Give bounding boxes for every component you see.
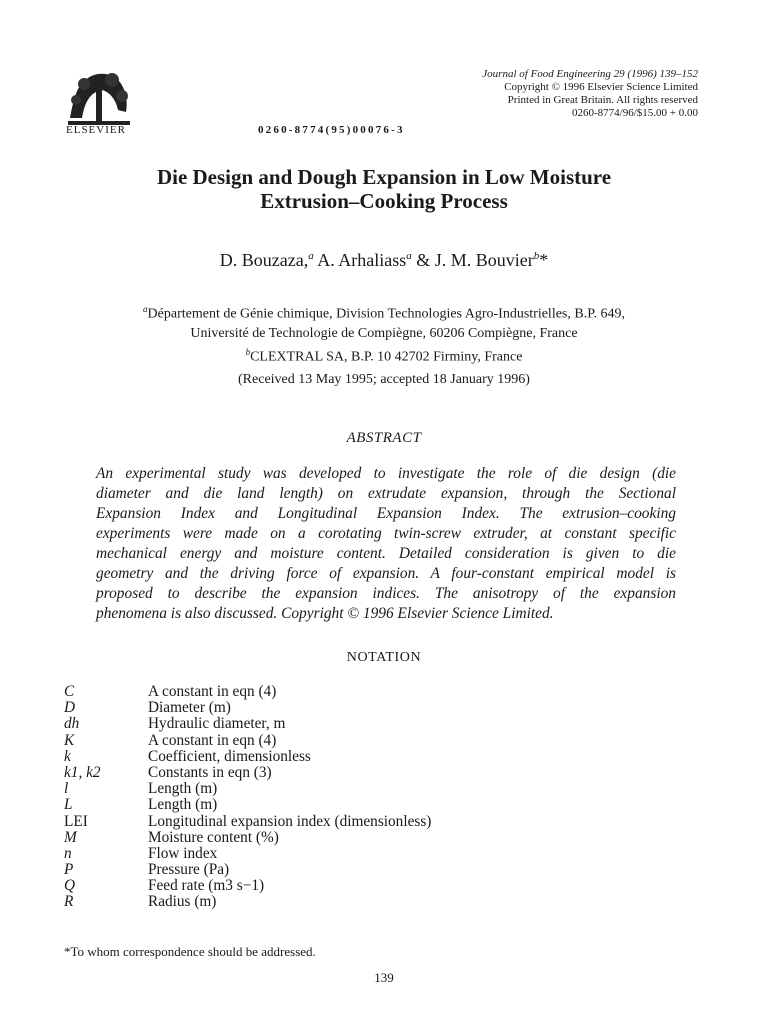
notation-symbol: R [64,893,74,911]
notation-symbol: K [64,731,75,749]
author-list [0,250,768,271]
notation-row [64,862,684,878]
notation-symbol: Q [64,877,76,895]
notation-definition: Constants in eqn (3) [148,763,272,781]
notation-definition: Coefficient, dimensionless [148,747,311,765]
notation-definition: Moisture content (%) [148,828,279,846]
notation-symbol: k1, k2 [64,763,101,781]
abstract-line: diameter and die land length) on extrudate expansion, through the Sectional [96,485,676,502]
affil-b-mark: b [245,346,251,357]
author-3: & J. M. Bouvier [411,250,534,270]
notation-symbol: dh [64,715,80,733]
notation-symbol: D [64,699,76,717]
author-1: D. Bouzaza, [219,250,309,270]
author-1-affil: a [308,250,314,262]
title-line-1: Die Design and Dough Expansion in Low Moisture [156,165,612,189]
notation-symbol: P [64,861,74,879]
title-line-2: Extrusion–Cooking Process [260,189,508,213]
notation-definition: Diameter (m) [148,699,231,717]
notation-definition: Pressure (Pa) [148,861,230,879]
affil-b-text: CLEXTRAL SA, B.P. 10 42702 Firminy, France [250,349,523,365]
notation-row [64,814,684,830]
journal-info [482,68,698,120]
publisher-name: ELSEVIER [66,124,126,136]
notation-symbol: l [64,780,69,798]
notation-row [64,733,684,749]
affil-a-text: Département de Génie chimique, Division Technologies Agro-Industrielles, B.P. 649, [147,306,625,322]
notation-heading: NOTATION [346,650,422,665]
elsevier-tree-logo [66,66,132,128]
notation-row [64,716,684,732]
notation-definition: Flow index [148,844,218,862]
paper-title [0,165,768,213]
author-3-affil: b [533,250,540,262]
notation-symbol: C [64,683,75,700]
abstract-heading: ABSTRACT [346,430,422,446]
issn-code: 0260-8774(95)00076-3 [258,124,405,136]
affiliations [0,300,768,366]
abstract-text [96,464,676,624]
notation-row [64,878,684,894]
author-2-affil: a [406,250,412,262]
received-dates: (Received 13 May 1995; accepted 18 January 1996) [238,372,530,387]
notation-row [64,797,684,813]
corresponding-mark: * [539,250,549,270]
affiliation-line-2: Université de Technologie de Compiègne, 60206 Compiègne, France [190,325,578,341]
author-2: A. Arhaliass [313,250,407,270]
printed-line: Printed in Great Britain. All rights reserved [507,94,698,106]
notation-definition: A constant in eqn (4) [148,731,277,749]
notation-row [64,749,684,765]
abstract-line: Expansion Index and Longitudinal Expansion Index. The extrusion–cooking [96,505,676,522]
notation-definition: Longitudinal expansion index (dimensionless) [148,812,432,830]
affiliation-line-3 [0,343,768,367]
abstract-line: experiments were made on a corotating twin-screw extruder, at constant specific [96,525,676,542]
price-code: 0260-8774/96/$15.00 + 0.00 [572,107,698,119]
abstract-line: mechanical energy and moisture content. Detailed consideration is given to die [96,545,676,562]
notation-symbol: LEI [64,812,88,830]
notation-symbol: k [64,747,71,765]
journal-citation: Journal of Food Engineering 29 (1996) 139–152 [482,68,698,80]
affil-a-mark: a [143,304,148,314]
notation-definition: Radius (m) [148,893,217,911]
notation-definition: Length (m) [148,780,218,798]
notation-definition: Hydraulic diameter, m [148,715,286,733]
abstract-line: geometry and the driving force of expansion. A four-constant empirical model is [96,565,676,582]
affiliation-line-1 [0,300,768,324]
notation-list [64,684,684,911]
abstract-line: proposed to describe the expansion indices. The anisotropy of the expansion [96,585,676,602]
notation-symbol: M [64,828,77,846]
notation-definition: Feed rate (m3 s−1) [148,877,265,895]
notation-row [64,830,684,846]
copyright-line: Copyright © 1996 Elsevier Science Limited [504,81,698,93]
notation-row [64,700,684,716]
page-number: 139 [374,970,394,985]
abstract-line: phenomena is also discussed. Copyright © 1996 Elsevier Science Limited. [96,605,554,622]
notation-row [64,765,684,781]
notation-symbol: n [64,844,72,862]
notation-row [64,684,684,700]
abstract-line: An experimental study was developed to investigate the role of die design (die [96,465,676,482]
notation-row [64,846,684,862]
notation-definition: Length (m) [148,796,218,814]
notation-symbol: L [64,796,73,814]
correspondence-footnote: *To whom correspondence should be addressed. [64,944,316,959]
notation-row [64,781,684,797]
notation-row [64,894,684,910]
notation-definition: A constant in eqn (4) [148,683,277,700]
